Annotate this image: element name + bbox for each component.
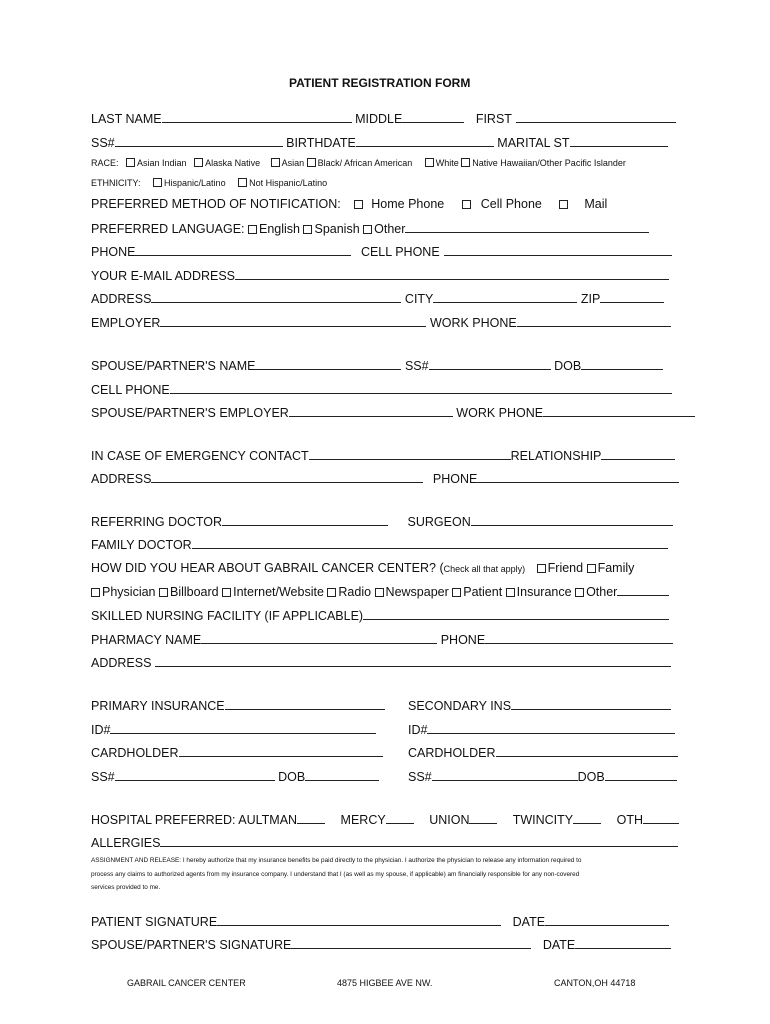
primary-ss-field[interactable] bbox=[115, 769, 275, 781]
notification-option-label: Cell Phone bbox=[480, 197, 542, 211]
race-option-label: Alaska Native bbox=[205, 158, 261, 168]
spouse-employer-field[interactable] bbox=[289, 405, 453, 417]
spouse-cell-label: CELL PHONE bbox=[91, 383, 170, 397]
spouse-cell-row bbox=[91, 382, 672, 397]
footer-city: CANTON,OH 44718 bbox=[554, 978, 636, 988]
race-checkbox-alaska-native[interactable] bbox=[194, 158, 203, 167]
spouse-employer-row bbox=[91, 405, 695, 420]
patient-date-label: DATE bbox=[512, 915, 546, 929]
hospital-mercy-label: MERCY bbox=[340, 813, 386, 827]
hospital-twincity-label: TWINCITY bbox=[512, 813, 574, 827]
heard-checkbox-insurance[interactable] bbox=[506, 588, 515, 597]
last-name-field[interactable] bbox=[162, 111, 352, 123]
ethnicity-option-label: Not Hispanic/Latino bbox=[249, 178, 328, 188]
spouse-name-field[interactable] bbox=[255, 358, 401, 370]
heard-other-field[interactable] bbox=[617, 584, 669, 596]
ethnicity-row bbox=[91, 178, 327, 189]
spouse-dob-label: DOB bbox=[554, 359, 582, 373]
primary-cardholder-row bbox=[91, 745, 383, 760]
allergies-label: ALLERGIES bbox=[91, 836, 161, 850]
first-field[interactable] bbox=[516, 111, 676, 123]
spouse-work-phone-label: WORK PHONE bbox=[456, 406, 544, 420]
secondary-insurance-field[interactable] bbox=[511, 698, 671, 710]
how-heard-label: HOW DID YOU HEAR ABOUT GABRAIL CANCER CENTER? ( bbox=[91, 561, 444, 575]
heard-checkbox-family[interactable] bbox=[587, 564, 596, 573]
heard-checkbox-physician[interactable] bbox=[91, 588, 100, 597]
spouse-ss-field[interactable] bbox=[429, 358, 551, 370]
primary-insurance-label: PRIMARY INSURANCE bbox=[91, 699, 225, 713]
secondary-dob-field[interactable] bbox=[605, 769, 677, 781]
notification-option-label: Mail bbox=[584, 197, 608, 211]
heard-option-label: Billboard bbox=[169, 585, 219, 599]
heard-checkbox-radio[interactable] bbox=[327, 588, 336, 597]
spouse-signature-label: SPOUSE/PARTNER'S SIGNATURE bbox=[91, 938, 292, 952]
employer-row bbox=[91, 315, 671, 330]
address-label: ADDRESS bbox=[91, 292, 152, 306]
heard-option-label: Other bbox=[586, 585, 618, 599]
spouse-row bbox=[91, 358, 663, 373]
primary-ss-label: SS# bbox=[91, 770, 115, 784]
assignment-line-1: ASSIGNMENT AND RELEASE: I hereby authorize that my insurance benefits be paid directly to the physician. I authorize the physician to release any information required to bbox=[91, 857, 582, 864]
heard-option-label: Internet/Website bbox=[233, 585, 324, 599]
spouse-employer-label: SPOUSE/PARTNER'S EMPLOYER bbox=[91, 406, 289, 420]
marital-field[interactable] bbox=[570, 135, 668, 147]
primary-ss-row bbox=[91, 769, 379, 784]
emergency-phone-label: PHONE bbox=[432, 472, 478, 486]
phone-row bbox=[91, 244, 672, 259]
spouse-date-field[interactable] bbox=[575, 937, 671, 949]
primary-insurance-row bbox=[91, 698, 385, 713]
patient-signature-field[interactable] bbox=[217, 914, 501, 926]
page-title: PATIENT REGISTRATION FORM bbox=[289, 76, 471, 90]
phone-field[interactable] bbox=[135, 244, 351, 256]
pharmacy-phone-field[interactable] bbox=[485, 632, 673, 644]
pharmacy-row bbox=[91, 632, 673, 647]
skilled-nursing-label: SKILLED NURSING FACILITY (IF APPLICABLE) bbox=[91, 609, 364, 623]
skilled-nursing-field[interactable] bbox=[363, 608, 669, 620]
notification-checkbox-mail[interactable] bbox=[559, 200, 568, 209]
spouse-signature-row bbox=[91, 937, 671, 952]
how-heard-row bbox=[91, 561, 634, 575]
spouse-date-label: DATE bbox=[542, 938, 576, 952]
primary-dob-label: DOB bbox=[278, 770, 306, 784]
race-option-label: Asian Indian bbox=[137, 158, 187, 168]
marital-label: MARITAL ST bbox=[497, 136, 570, 150]
ethnicity-checkbox-hispanic[interactable] bbox=[153, 178, 162, 187]
notification-checkbox-cell-phone[interactable] bbox=[462, 200, 471, 209]
heard-checkbox-internet[interactable] bbox=[222, 588, 231, 597]
family-doctor-row bbox=[91, 537, 668, 552]
middle-field[interactable] bbox=[402, 111, 464, 123]
secondary-dob-label: DOB bbox=[577, 770, 605, 784]
assignment-line-2: process any claims to authorized agents from my insurance company. I understand that I (as well as my spouse, if applicable) am financially responsible for any non-covered bbox=[91, 871, 580, 878]
spouse-work-phone-field[interactable] bbox=[543, 405, 695, 417]
heard-option-label: Friend bbox=[547, 561, 584, 575]
race-option-label: White bbox=[435, 158, 459, 168]
first-label: FIRST bbox=[475, 112, 512, 126]
referring-label: REFERRING DOCTOR bbox=[91, 515, 223, 529]
secondary-ss-field[interactable] bbox=[432, 769, 578, 781]
race-checkbox-native-hawaiian[interactable] bbox=[461, 158, 470, 167]
ss-row bbox=[91, 135, 668, 150]
primary-id-row bbox=[91, 722, 376, 737]
race-row bbox=[91, 158, 626, 169]
cell-phone-field[interactable] bbox=[444, 244, 672, 256]
pharmacy-field[interactable] bbox=[201, 632, 437, 644]
city-label: CITY bbox=[404, 292, 434, 306]
how-heard-options-row bbox=[91, 584, 669, 599]
spouse-name-label: SPOUSE/PARTNER'S NAME bbox=[91, 359, 256, 373]
language-label: PREFERRED LANGUAGE: bbox=[91, 222, 245, 236]
address-field[interactable] bbox=[151, 291, 401, 303]
heard-option-label: Physician bbox=[102, 585, 156, 599]
check-all-note: Check all that apply) bbox=[443, 564, 526, 574]
language-option-label: Spanish bbox=[314, 222, 360, 236]
primary-dob-field[interactable] bbox=[305, 769, 379, 781]
spouse-signature-field[interactable] bbox=[291, 937, 531, 949]
notification-option-label: Home Phone bbox=[371, 197, 445, 211]
emergency-row bbox=[91, 448, 675, 463]
language-row bbox=[91, 221, 649, 236]
surgeon-label: SURGEON bbox=[407, 515, 471, 529]
secondary-ss-label: SS# bbox=[408, 770, 432, 784]
ethnicity-option-label: Hispanic/Latino bbox=[164, 178, 226, 188]
surgeon-field[interactable] bbox=[471, 514, 673, 526]
pharmacy-phone-label: PHONE bbox=[440, 633, 486, 647]
secondary-insurance-label: SECONDARY INS bbox=[408, 699, 512, 713]
zip-label: ZIP bbox=[580, 292, 601, 306]
primary-id-label: ID# bbox=[91, 723, 111, 737]
email-row bbox=[91, 268, 669, 283]
patient-signature-row bbox=[91, 914, 669, 929]
heard-option-label: Newspaper bbox=[385, 585, 449, 599]
footer-street: 4875 HIGBEE AVE NW. bbox=[337, 978, 433, 988]
allergies-row bbox=[91, 835, 678, 850]
notification-checkbox-home-phone[interactable] bbox=[354, 200, 363, 209]
footer-name: GABRAIL CANCER CENTER bbox=[127, 978, 246, 988]
employer-field[interactable] bbox=[160, 315, 426, 327]
hospital-oth-label: OTH bbox=[616, 813, 644, 827]
pharmacy-label: PHARMACY NAME bbox=[91, 633, 202, 647]
language-checkbox-english[interactable] bbox=[248, 225, 257, 234]
race-label: RACE: bbox=[91, 158, 119, 168]
hospital-twincity-field[interactable] bbox=[573, 812, 601, 824]
hospital-label: HOSPITAL PREFERRED: AULTMAN bbox=[91, 813, 298, 827]
language-checkbox-spanish[interactable] bbox=[303, 225, 312, 234]
pharmacy-address-field[interactable] bbox=[155, 655, 671, 667]
hospital-row bbox=[91, 812, 679, 827]
ss-field[interactable] bbox=[115, 135, 283, 147]
language-option-label: English bbox=[259, 222, 300, 236]
heard-option-label: Family bbox=[597, 561, 635, 575]
spouse-ss-label: SS# bbox=[404, 359, 429, 373]
spouse-cell-field[interactable] bbox=[170, 382, 672, 394]
race-option-label: Native Hawaiian/Other Pacific Islander bbox=[472, 158, 626, 168]
city-field[interactable] bbox=[433, 291, 577, 303]
relationship-label: RELATIONSHIP bbox=[510, 449, 602, 463]
emergency-contact-label: IN CASE OF EMERGENCY CONTACT bbox=[91, 449, 309, 463]
ethnicity-label: ETHNICITY: bbox=[91, 178, 141, 188]
secondary-ss-row bbox=[408, 769, 677, 784]
heard-option-label: Radio bbox=[338, 585, 372, 599]
heard-option-label: Patient bbox=[463, 585, 503, 599]
primary-insurance-field[interactable] bbox=[225, 698, 385, 710]
email-field[interactable] bbox=[235, 268, 669, 280]
secondary-insurance-row bbox=[408, 698, 671, 713]
pharmacy-address-label: ADDRESS bbox=[91, 656, 152, 670]
hospital-oth-field[interactable] bbox=[643, 812, 679, 824]
race-checkbox-asian-indian[interactable] bbox=[126, 158, 135, 167]
spouse-dob-field[interactable] bbox=[581, 358, 663, 370]
pharmacy-address-row bbox=[91, 655, 671, 670]
hospital-aultman-field[interactable] bbox=[297, 812, 325, 824]
language-other-field[interactable] bbox=[405, 221, 649, 233]
birthdate-label: BIRTHDATE bbox=[286, 136, 356, 150]
secondary-cardholder-row bbox=[408, 745, 678, 760]
race-checkbox-white[interactable] bbox=[425, 158, 434, 167]
employer-label: EMPLOYER bbox=[91, 316, 161, 330]
notification-label: PREFERRED METHOD OF NOTIFICATION: bbox=[91, 197, 341, 211]
language-option-label: Other bbox=[374, 222, 406, 236]
notification-row bbox=[91, 197, 607, 211]
language-checkbox-other[interactable] bbox=[363, 225, 372, 234]
ss-label: SS# bbox=[91, 136, 115, 150]
hospital-union-label: UNION bbox=[429, 813, 470, 827]
last-name-row bbox=[91, 111, 676, 126]
heard-checkbox-other[interactable] bbox=[575, 588, 584, 597]
family-doctor-field[interactable] bbox=[192, 537, 668, 549]
referring-row bbox=[91, 514, 673, 529]
heard-checkbox-friend[interactable] bbox=[537, 564, 546, 573]
secondary-id-label: ID# bbox=[408, 723, 428, 737]
emergency-address-row bbox=[91, 471, 679, 486]
middle-label: MIDDLE bbox=[355, 112, 403, 126]
last-name-label: LAST NAME bbox=[91, 112, 162, 126]
emergency-contact-field[interactable] bbox=[309, 448, 511, 460]
race-option-label: Asian bbox=[281, 158, 305, 168]
secondary-id-row bbox=[408, 722, 675, 737]
race-checkbox-black[interactable] bbox=[307, 158, 316, 167]
primary-cardholder-label: CARDHOLDER bbox=[91, 746, 179, 760]
work-phone-field[interactable] bbox=[517, 315, 671, 327]
work-phone-label: WORK PHONE bbox=[429, 316, 517, 330]
secondary-cardholder-field[interactable] bbox=[496, 745, 678, 757]
patient-signature-label: PATIENT SIGNATURE bbox=[91, 915, 218, 929]
primary-id-field[interactable] bbox=[110, 722, 376, 734]
heard-checkbox-newspaper[interactable] bbox=[375, 588, 384, 597]
heard-checkbox-patient[interactable] bbox=[452, 588, 461, 597]
email-label: YOUR E-MAIL ADDRESS bbox=[91, 269, 236, 283]
patient-date-field[interactable] bbox=[545, 914, 669, 926]
race-option-label: Black/ African American bbox=[317, 158, 413, 168]
emergency-phone-field[interactable] bbox=[477, 471, 679, 483]
zip-field[interactable] bbox=[600, 291, 664, 303]
allergies-field[interactable] bbox=[160, 835, 678, 847]
secondary-id-field[interactable] bbox=[427, 722, 675, 734]
heard-option-label: Insurance bbox=[516, 585, 572, 599]
ethnicity-checkbox-not-hispanic[interactable] bbox=[238, 178, 247, 187]
skilled-nursing-row bbox=[91, 608, 669, 623]
race-checkbox-asian[interactable] bbox=[271, 158, 280, 167]
emergency-address-label: ADDRESS bbox=[91, 472, 152, 486]
family-doctor-label: FAMILY DOCTOR bbox=[91, 538, 192, 552]
secondary-cardholder-label: CARDHOLDER bbox=[408, 746, 496, 760]
phone-label: PHONE bbox=[91, 245, 136, 259]
relationship-field[interactable] bbox=[601, 448, 675, 460]
heard-checkbox-billboard[interactable] bbox=[159, 588, 168, 597]
referring-field[interactable] bbox=[222, 514, 388, 526]
hospital-mercy-field[interactable] bbox=[386, 812, 414, 824]
birthdate-field[interactable] bbox=[356, 135, 494, 147]
hospital-union-field[interactable] bbox=[469, 812, 497, 824]
address-row bbox=[91, 291, 664, 306]
assignment-line-3: services provided to me. bbox=[91, 884, 161, 891]
primary-cardholder-field[interactable] bbox=[179, 745, 383, 757]
emergency-address-field[interactable] bbox=[151, 471, 423, 483]
cell-phone-label: CELL PHONE bbox=[360, 245, 440, 259]
